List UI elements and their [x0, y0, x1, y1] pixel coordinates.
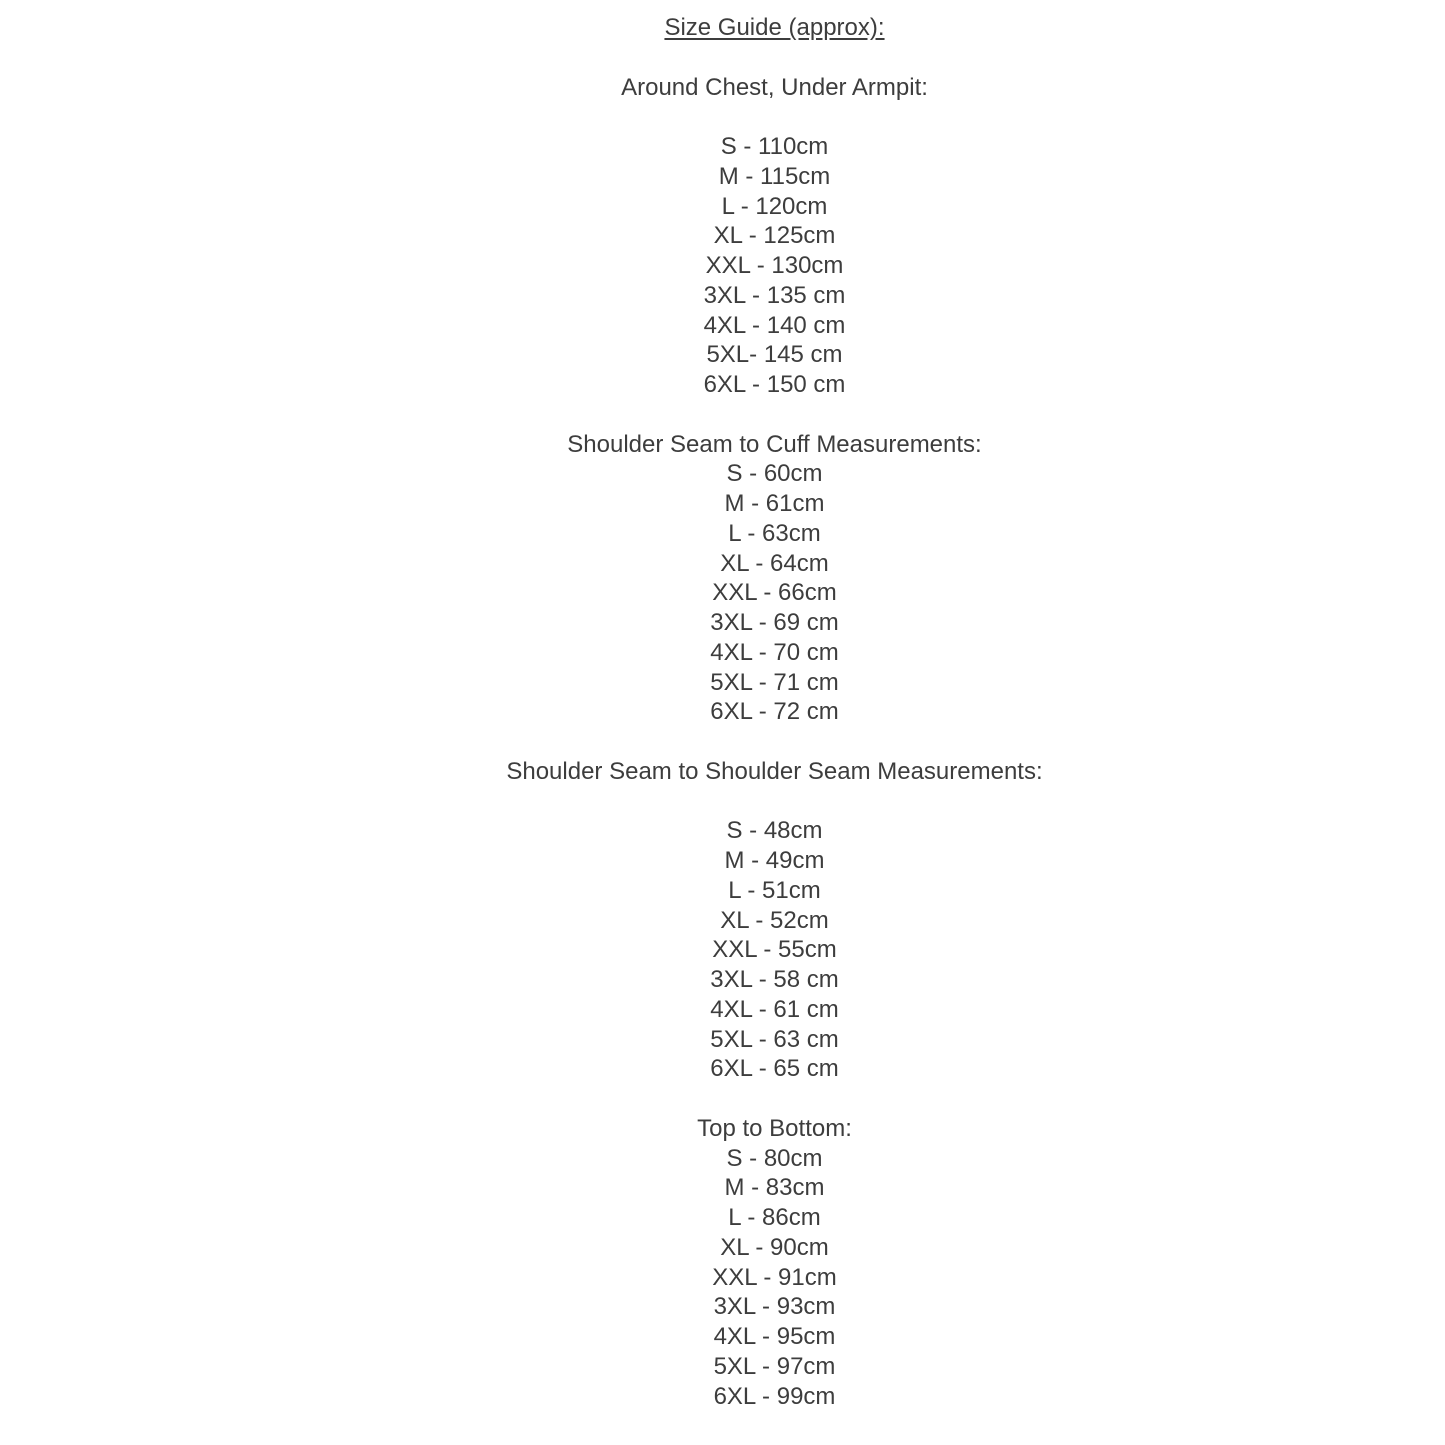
size-line: L - 86cm [728, 1204, 821, 1231]
size-line: 5XL - 71 cm [710, 668, 839, 696]
section-heading: Shoulder Seam to Shoulder Seam Measurements: [506, 757, 1043, 785]
size-guide-document [52, 0, 1445, 1411]
size-line: XXL - 66cm [712, 579, 837, 607]
size-line: XXL - 130cm [705, 252, 844, 279]
size-line: XL - 64cm [720, 549, 829, 577]
measurement-section [52, 1114, 1445, 1412]
section-heading: Shoulder Seam to Cuff Measurements: [567, 430, 982, 458]
size-line: L - 120cm [721, 192, 828, 220]
size-line: 5XL - 63 cm [710, 1025, 839, 1053]
measurement-section [52, 73, 1445, 400]
size-line: L - 63cm [728, 519, 821, 547]
size-line: 6XL - 72 cm [710, 698, 839, 726]
size-line: S - 80cm [726, 1144, 823, 1172]
size-line: L - 51cm [728, 876, 821, 904]
size-line: 3XL - 135 cm [703, 281, 846, 309]
size-line: 4XL - 61 cm [710, 995, 839, 1023]
size-line: 6XL - 65 cm [710, 1055, 839, 1083]
measurement-section [52, 430, 1445, 728]
section-heading: Top to Bottom: [697, 1114, 852, 1142]
size-line: 3XL - 58 cm [710, 966, 839, 993]
size-line: XXL - 91cm [712, 1263, 837, 1291]
size-line: 3XL - 69 cm [710, 609, 839, 636]
size-line: XXL - 55cm [712, 936, 837, 964]
size-line: 4XL - 95cm [713, 1323, 836, 1350]
size-line: XL - 90cm [720, 1233, 829, 1261]
size-line: 5XL - 97cm [713, 1352, 836, 1380]
measurement-section [52, 757, 1445, 1084]
page-title-row [52, 13, 1445, 43]
size-guide-sections [52, 73, 1445, 1412]
size-line: XL - 52cm [720, 906, 829, 934]
section-heading: Around Chest, Under Armpit: [621, 73, 928, 101]
size-line: S - 60cm [726, 460, 823, 488]
size-line: 5XL- 145 cm [706, 341, 843, 369]
size-line: 6XL - 99cm [713, 1382, 836, 1410]
size-line: XL - 125cm [713, 222, 836, 250]
size-line: S - 48cm [726, 817, 823, 845]
size-line: M - 115cm [718, 162, 831, 190]
size-line: 6XL - 150 cm [703, 371, 846, 398]
size-line: M - 49cm [724, 847, 825, 874]
size-line: M - 61cm [724, 490, 825, 517]
size-line: 4XL - 140 cm [703, 311, 846, 339]
page-title: Size Guide (approx): [664, 14, 885, 41]
size-line: S - 110cm [720, 133, 829, 160]
size-line: M - 83cm [724, 1174, 825, 1202]
size-line: 3XL - 93cm [713, 1293, 836, 1321]
size-line: 4XL - 70 cm [710, 638, 839, 666]
